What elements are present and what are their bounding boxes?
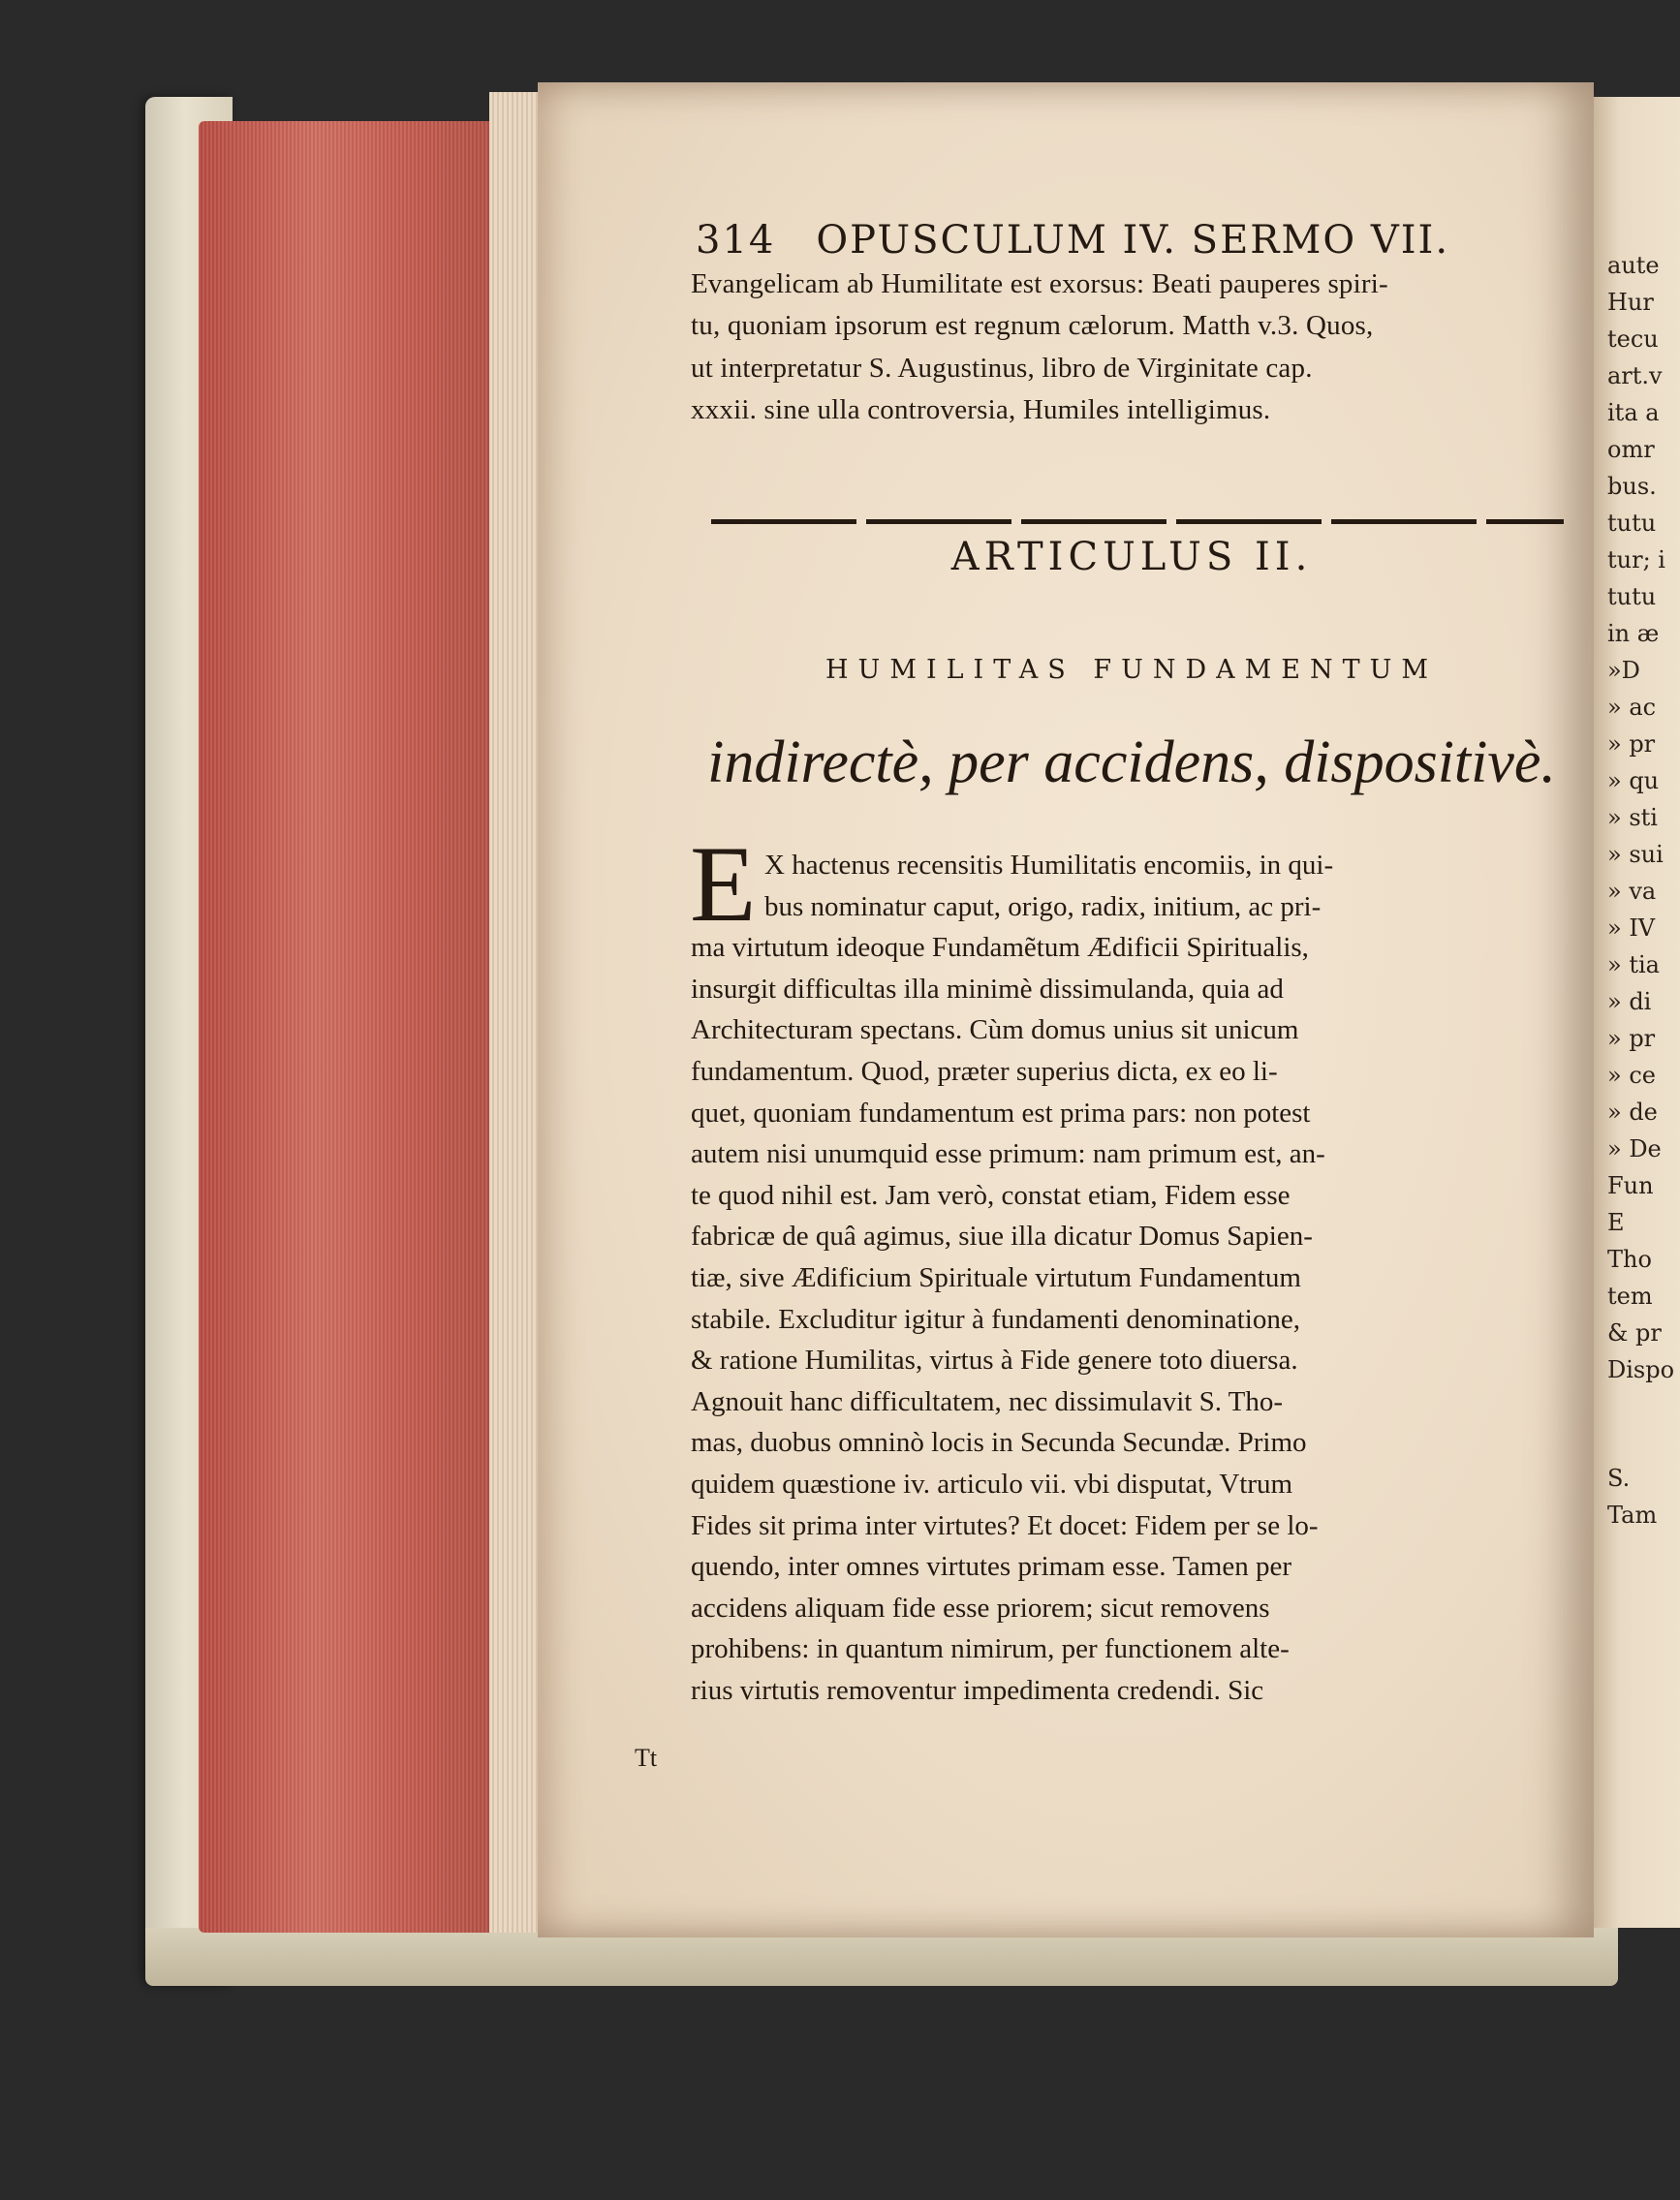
facing-page-line: Tam xyxy=(1607,1502,1658,1529)
facing-page-line: tem xyxy=(1607,1283,1653,1310)
text-line: quendo, inter omnes virtutes primam esse. Tamen per xyxy=(691,1551,1291,1583)
text-line: te quod nihil est. Jam verò, constat etiam, Fidem esse xyxy=(691,1179,1291,1211)
facing-page-line: omr xyxy=(1607,436,1655,463)
text-line: mas, duobus omninò locis in Secunda Secundæ. Primo xyxy=(691,1427,1307,1459)
facing-page-line: » de xyxy=(1607,1099,1658,1126)
facing-page-line: »D xyxy=(1607,657,1640,684)
facing-page-line: » De xyxy=(1607,1135,1662,1162)
running-head xyxy=(696,218,1568,263)
facing-page-line: Hur xyxy=(1607,289,1654,316)
facing-page-line: tutu xyxy=(1607,583,1657,610)
text-line: ut interpretatur S. Augustinus, libro de Virginitate cap. xyxy=(691,352,1313,384)
text-line: prohibens: in quantum nimirum, per functionem alte- xyxy=(691,1633,1290,1665)
facing-page-line: » pr xyxy=(1607,1025,1656,1052)
facing-page-line: » ac xyxy=(1607,694,1657,721)
main-paragraph xyxy=(691,845,1563,1711)
facing-page-line: » pr xyxy=(1607,730,1656,758)
facing-page-line: ita a xyxy=(1607,399,1660,426)
text-line: X hactenus recensitis Humilitatis encomiis, in qui- xyxy=(764,850,1334,881)
drop-cap: E xyxy=(690,824,757,945)
facing-page-line: tutu xyxy=(1607,510,1657,537)
facing-page-line: tur; i xyxy=(1607,546,1665,573)
article-subtitle: HUMILITAS FUNDAMENTUM xyxy=(825,655,1438,685)
red-page-edges xyxy=(199,121,489,1933)
text-line: ma virtutum ideoque Fundamẽtum Ædificii Spiritualis, xyxy=(691,932,1309,964)
text-line: fabricæ de quâ agimus, siue illa dicatur Domus Sapien- xyxy=(691,1221,1313,1253)
facing-page-line: in æ xyxy=(1607,620,1660,647)
facing-page-line: tecu xyxy=(1607,325,1659,353)
text-line: insurgit difficultas illa minimè dissimulanda, quia ad xyxy=(691,973,1284,1005)
text-line: stabile. Excluditur igitur à fundamenti denominatione, xyxy=(691,1303,1300,1335)
facing-page-line: & pr xyxy=(1607,1319,1662,1347)
facing-page-line: » tia xyxy=(1607,951,1660,978)
text-line: autem nisi unumquid esse primum: nam primum est, an- xyxy=(691,1138,1325,1170)
catchword: Tt xyxy=(635,1744,658,1772)
page-title: OPUSCULUM IV. SERMO VII. xyxy=(816,218,1450,263)
text-line: Fides sit prima inter virtutes? Et docet: Fidem per se lo- xyxy=(691,1509,1319,1541)
text-line: quet, quoniam fundamentum est prima pars: non potest xyxy=(691,1097,1311,1129)
facing-page-line: » sui xyxy=(1607,841,1664,868)
facing-page-line: E xyxy=(1607,1209,1625,1236)
facing-page-line: aute xyxy=(1607,252,1660,279)
intro-paragraph xyxy=(691,263,1563,432)
facing-page-line: » va xyxy=(1607,878,1657,905)
facing-page-line: » qu xyxy=(1607,767,1660,794)
text-line: Architecturam spectans. Cùm domus unius sit unicum xyxy=(691,1014,1299,1046)
facing-page-line: Dispo xyxy=(1607,1356,1675,1383)
text-line: rius virtutis removentur impedimenta credendi. Sic xyxy=(691,1674,1264,1706)
article-subtitle-italic: indirectè, per accidens, dispositivè. xyxy=(707,729,1556,795)
facing-page-line: Tho xyxy=(1607,1246,1652,1273)
text-line: fundamentum. Quod, præter superius dicta, ex eo li- xyxy=(691,1055,1278,1087)
page-number: 314 xyxy=(696,218,776,263)
article-heading: ARTICULUS II. xyxy=(950,535,1313,579)
facing-page-line: bus. xyxy=(1607,473,1657,500)
text-line: quidem quæstione iv. articulo vii. vbi disputat, Vtrum xyxy=(691,1468,1293,1500)
facing-page-line: » IV xyxy=(1607,914,1656,942)
facing-page xyxy=(1594,97,1680,1928)
text-line: & ratione Humilitas, virtus à Fide genere toto diuersa. xyxy=(691,1345,1298,1377)
ornamental-rule xyxy=(711,519,1564,524)
text-line: tiæ, sive Ædificium Spirituale virtutum Fundamentum xyxy=(691,1261,1301,1293)
facing-page-line: » sti xyxy=(1607,804,1658,831)
text-line: xxxii. sine ulla controversia, Humiles intelligimus. xyxy=(691,394,1271,426)
facing-page-line: » ce xyxy=(1607,1062,1656,1089)
facing-page-line: » di xyxy=(1607,988,1652,1015)
text-line: accidens aliquam fide esse priorem; sicut removens xyxy=(691,1592,1270,1624)
facing-page-line: S. xyxy=(1607,1465,1631,1492)
text-line: Evangelicam ab Humilitate est exorsus: Beati pauperes spiri- xyxy=(691,268,1388,299)
text-line: tu, quoniam ipsorum est regnum cælorum. Matth v.3. Quos, xyxy=(691,310,1374,342)
text-line: Agnouit hanc difficultatem, nec dissimulavit S. Tho- xyxy=(691,1385,1284,1417)
facing-page-line: Fun xyxy=(1607,1172,1654,1199)
facing-page-line: art.v xyxy=(1607,362,1663,389)
text-line: bus nominatur caput, origo, radix, initium, ac pri- xyxy=(764,890,1322,922)
